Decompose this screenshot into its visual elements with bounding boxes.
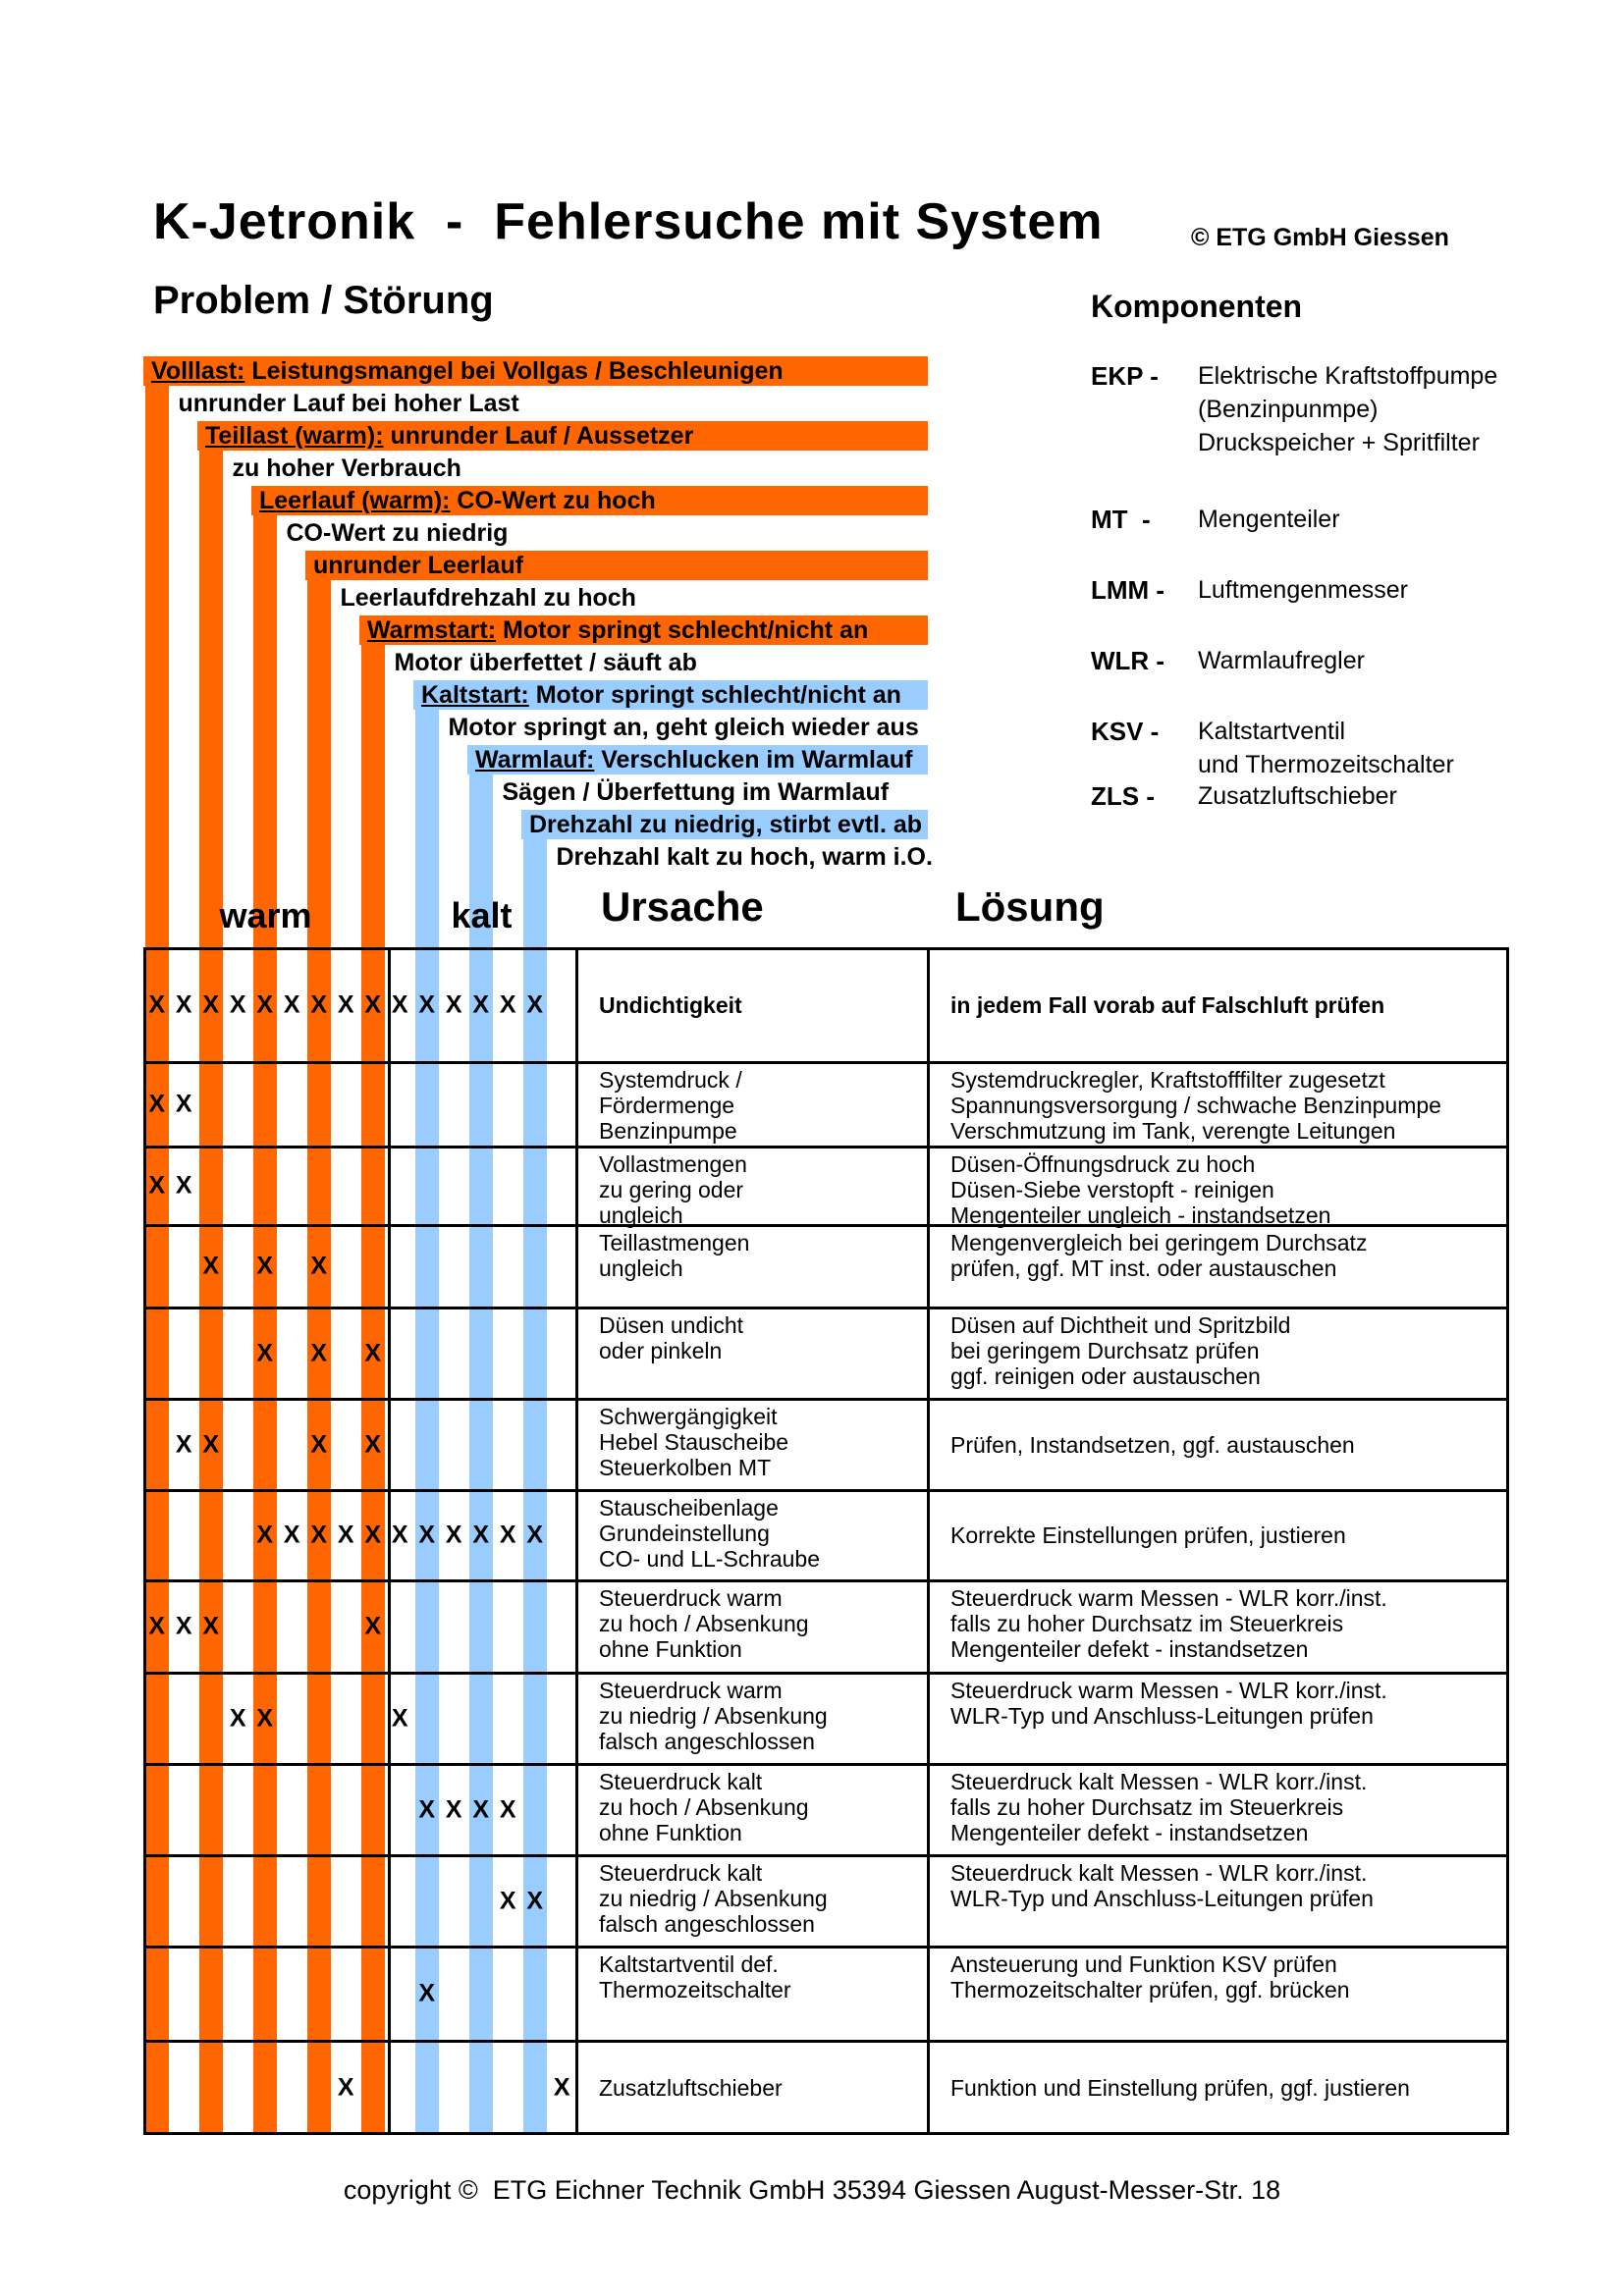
problem-label-14: Sägen / Überfettung im Warmlauf <box>502 778 890 806</box>
x-mark-r8-c3: X <box>202 1612 220 1640</box>
x-mark-r1-c15: X <box>526 990 544 1018</box>
x-mark-r10-c11: X <box>418 1795 436 1823</box>
problem-label-13: Warmlauf: Verschlucken im Warmlauf <box>475 746 913 774</box>
column-group-label-warm: warm <box>219 895 312 935</box>
legend-desc-2: Luftmengenmesser <box>1198 576 1409 604</box>
loesung-cell-r7: Korrekte Einstellungen prüfen, justieren <box>950 1522 1346 1548</box>
legend-desc-0: Elektrische Kraftstoffpumpe (Benzinpunmpe) Druckspeicher + Spritfilter <box>1198 362 1498 456</box>
x-mark-r7-c13: X <box>472 1521 490 1549</box>
problem-label-6: CO-Wert zu niedrig <box>286 519 509 547</box>
column-header-loesung: Lösung <box>955 883 1105 930</box>
x-mark-r6-c7: X <box>310 1430 328 1458</box>
x-mark-r11-c15: X <box>526 1887 544 1914</box>
loesung-cell-r13: Funktion und Einstellung prüfen, ggf. justieren <box>950 2075 1410 2101</box>
column-group-label-kalt: kalt <box>451 895 513 935</box>
x-mark-r7-c5: X <box>256 1521 274 1549</box>
ursache-cell-r9: Steuerdruck warm zu niedrig / Absenkung falsch angeschlossen <box>599 1678 828 1754</box>
x-mark-r1-c2: X <box>175 990 192 1018</box>
page-title: K-Jetronik - Fehlersuche mit System <box>153 193 1104 250</box>
legend-desc-4: Kaltstartventil und Thermozeitschalter <box>1198 718 1454 778</box>
problem-label-11: Kaltstart: Motor springt schlecht/nicht an <box>421 681 901 709</box>
loesung-cell-r12: Ansteuerung und Funktion KSV prüfen Thermozeitschalter prüfen, ggf. brücken <box>950 1951 1350 2002</box>
legend-desc-5: Zusatzluftschieber <box>1198 782 1397 810</box>
ursache-cell-r3: Vollastmengen zu gering oder ungleich <box>599 1151 747 1228</box>
x-mark-r10-c14: X <box>499 1795 516 1823</box>
ursache-cell-r2: Systemdruck / Fördermenge Benzinpumpe <box>599 1067 742 1144</box>
x-mark-r6-c3: X <box>202 1430 220 1458</box>
ursache-cell-r1: Undichtigkeit <box>599 991 742 1018</box>
problem-label-15: Drehzahl zu niedrig, stirbt evtl. ab <box>529 811 923 838</box>
problem-label-12: Motor springt an, geht gleich wieder aus <box>448 714 919 741</box>
x-mark-r9-c5: X <box>256 1704 274 1732</box>
x-mark-r7-c10: X <box>391 1521 408 1549</box>
ursache-cell-r5: Düsen undicht oder pinkeln <box>599 1312 744 1363</box>
x-mark-r2-c2: X <box>175 1090 192 1118</box>
x-mark-r12-c11: X <box>418 1979 436 2007</box>
x-mark-r7-c9: X <box>364 1521 382 1549</box>
warm-kalt-divider <box>388 947 391 2135</box>
x-mark-r6-c2: X <box>175 1430 192 1458</box>
ursache-cell-r10: Steuerdruck kalt zu hoch / Absenkung ohne Funktion <box>599 1769 809 1845</box>
x-mark-r5-c9: X <box>364 1339 382 1366</box>
x-mark-r1-c7: X <box>310 990 328 1018</box>
x-mark-r3-c1: X <box>148 1171 166 1200</box>
loesung-cell-r9: Steuerdruck warm Messen - WLR korr./inst. WLR-Typ und Anschluss-Leitungen prüfen <box>950 1678 1387 1729</box>
footer-copyright: copyright © ETG Eichner Technik GmbH 35394 Giessen August-Messer-Str. 18 <box>343 2175 1281 2205</box>
x-mark-r1-c4: X <box>229 990 246 1018</box>
x-mark-r9-c4: X <box>229 1704 246 1732</box>
x-mark-r1-c9: X <box>364 990 382 1018</box>
x-mark-r7-c12: X <box>445 1521 462 1549</box>
x-mark-r2-c1: X <box>148 1090 166 1118</box>
legend-desc-3: Warmlaufregler <box>1198 647 1365 674</box>
loesung-cell-r6: Prüfen, Instandsetzen, ggf. austauschen <box>950 1431 1355 1458</box>
legend-desc-1: Mengenteiler <box>1198 506 1340 533</box>
x-mark-r1-c1: X <box>148 990 166 1018</box>
legend-abbr-EKP: EKP - <box>1091 361 1159 391</box>
ursache-cell-r8: Steuerdruck warm zu hoch / Absenkung ohne Funktion <box>599 1585 809 1662</box>
x-mark-r3-c2: X <box>175 1171 192 1200</box>
loesung-cell-r8: Steuerdruck warm Messen - WLR korr./inst. falls zu hoher Durchsatz im Steuerkreis Mengenteiler defekt - instandsetzen <box>950 1585 1387 1662</box>
legend-abbr-ZLS: ZLS - <box>1091 781 1155 811</box>
problem-label-3: Teillast (warm): unrunder Lauf / Aussetzer <box>205 422 694 450</box>
ursache-cell-r7: Stauscheibenlage Grundeinstellung CO- und LL-Schraube <box>599 1495 821 1572</box>
x-mark-r13-c8: X <box>337 2073 354 2102</box>
x-mark-r4-c5: X <box>256 1252 274 1280</box>
x-mark-r9-c10: X <box>391 1704 408 1732</box>
ursache-cell-r6: Schwergängigkeit Hebel Stauscheibe Steuerkolben MT <box>599 1404 789 1480</box>
x-mark-r11-c14: X <box>499 1887 516 1914</box>
x-mark-r4-c3: X <box>202 1252 220 1280</box>
x-mark-r1-c8: X <box>337 990 354 1018</box>
ursache-cell-r11: Steuerdruck kalt zu niedrig / Absenkung falsch angeschlossen <box>599 1860 828 1937</box>
ursache-loesung-divider <box>927 947 930 2135</box>
x-mark-r5-c7: X <box>310 1339 328 1366</box>
x-mark-r5-c5: X <box>256 1339 274 1366</box>
section-heading-komponenten: Komponenten <box>1091 289 1303 324</box>
ursache-cell-r4: Teillastmengen ungleich <box>599 1230 750 1281</box>
x-mark-r8-c9: X <box>364 1612 382 1640</box>
x-mark-r10-c13: X <box>472 1795 490 1823</box>
x-mark-r6-c9: X <box>364 1430 382 1458</box>
legend-abbr-WLR: WLR - <box>1091 646 1165 675</box>
legend-abbr-MT: MT - <box>1091 505 1151 534</box>
problem-label-10: Motor überfettet / säuft ab <box>394 649 697 676</box>
x-mark-r13-c16: X <box>553 2073 570 2102</box>
x-mark-r4-c7: X <box>310 1252 328 1280</box>
loesung-cell-r1: in jedem Fall vorab auf Falschluft prüfen <box>950 991 1385 1018</box>
problem-label-4: zu hoher Verbrauch <box>232 454 461 482</box>
x-mark-r8-c2: X <box>175 1612 192 1640</box>
x-mark-r7-c8: X <box>337 1521 354 1549</box>
loesung-cell-r5: Düsen auf Dichtheit und Spritzbild bei geringem Durchsatz prüfen ggf. reinigen oder austauschen <box>950 1312 1291 1389</box>
problem-label-1: Volllast: Leistungsmangel bei Vollgas / Beschleunigen <box>151 357 784 385</box>
problem-label-2: unrunder Lauf bei hoher Last <box>178 390 519 417</box>
loesung-cell-r10: Steuerdruck kalt Messen - WLR korr./inst. falls zu hoher Durchsatz im Steuerkreis Mengenteiler defekt - instandsetzen <box>950 1769 1368 1845</box>
legend-abbr-LMM: LMM - <box>1091 575 1165 605</box>
ursache-cell-r13: Zusatzluftschieber <box>599 2075 783 2101</box>
x-mark-r1-c12: X <box>445 990 462 1018</box>
x-mark-r1-c10: X <box>391 990 408 1018</box>
problem-label-8: Leerlaufdrehzahl zu hoch <box>340 584 636 612</box>
x-mark-r1-c13: X <box>472 990 490 1018</box>
etg-copyright-badge: © ETG GmbH Giessen <box>1191 224 1449 251</box>
x-mark-r1-c14: X <box>499 990 516 1018</box>
problem-label-5: Leerlauf (warm): CO-Wert zu hoch <box>259 487 656 514</box>
problem-label-9: Warmstart: Motor springt schlecht/nicht an <box>367 616 869 644</box>
x-mark-r8-c1: X <box>148 1612 166 1640</box>
x-mark-r1-c5: X <box>256 990 274 1018</box>
loesung-cell-r3: Düsen-Öffnungsdruck zu hoch Düsen-Siebe verstopft - reinigen Mengenteiler ungleich - instandsetzen <box>950 1151 1331 1228</box>
stripes-ursache-divider <box>575 947 578 2135</box>
problem-label-7: unrunder Leerlauf <box>313 552 523 579</box>
x-mark-r7-c6: X <box>283 1521 300 1549</box>
x-mark-r10-c12: X <box>445 1795 462 1823</box>
x-mark-r7-c15: X <box>526 1521 544 1549</box>
x-mark-r7-c11: X <box>418 1521 436 1549</box>
problem-label-16: Drehzahl kalt zu hoch, warm i.O. <box>556 843 933 871</box>
loesung-cell-r2: Systemdruckregler, Kraftstofffilter zugesetzt Spannungsversorgung / schwache Benzinpumpe Verschmutzung im Tank, verengte Leitungen <box>950 1067 1441 1144</box>
ursache-cell-r12: Kaltstartventil def. Thermozeitschalter <box>599 1951 791 2002</box>
loesung-cell-r4: Mengenvergleich bei geringem Durchsatz prüfen, ggf. MT inst. oder austauschen <box>950 1230 1368 1281</box>
legend-abbr-KSV: KSV - <box>1091 717 1160 746</box>
x-mark-r1-c3: X <box>202 990 220 1018</box>
column-header-ursache: Ursache <box>601 883 764 930</box>
loesung-cell-r11: Steuerdruck kalt Messen - WLR korr./inst. WLR-Typ und Anschluss-Leitungen prüfen <box>950 1860 1374 1911</box>
section-heading-problem: Problem / Störung <box>153 279 494 322</box>
x-mark-r7-c7: X <box>310 1521 328 1549</box>
x-mark-r7-c14: X <box>499 1521 516 1549</box>
x-mark-r1-c11: X <box>418 990 436 1018</box>
x-mark-r1-c6: X <box>283 990 300 1018</box>
